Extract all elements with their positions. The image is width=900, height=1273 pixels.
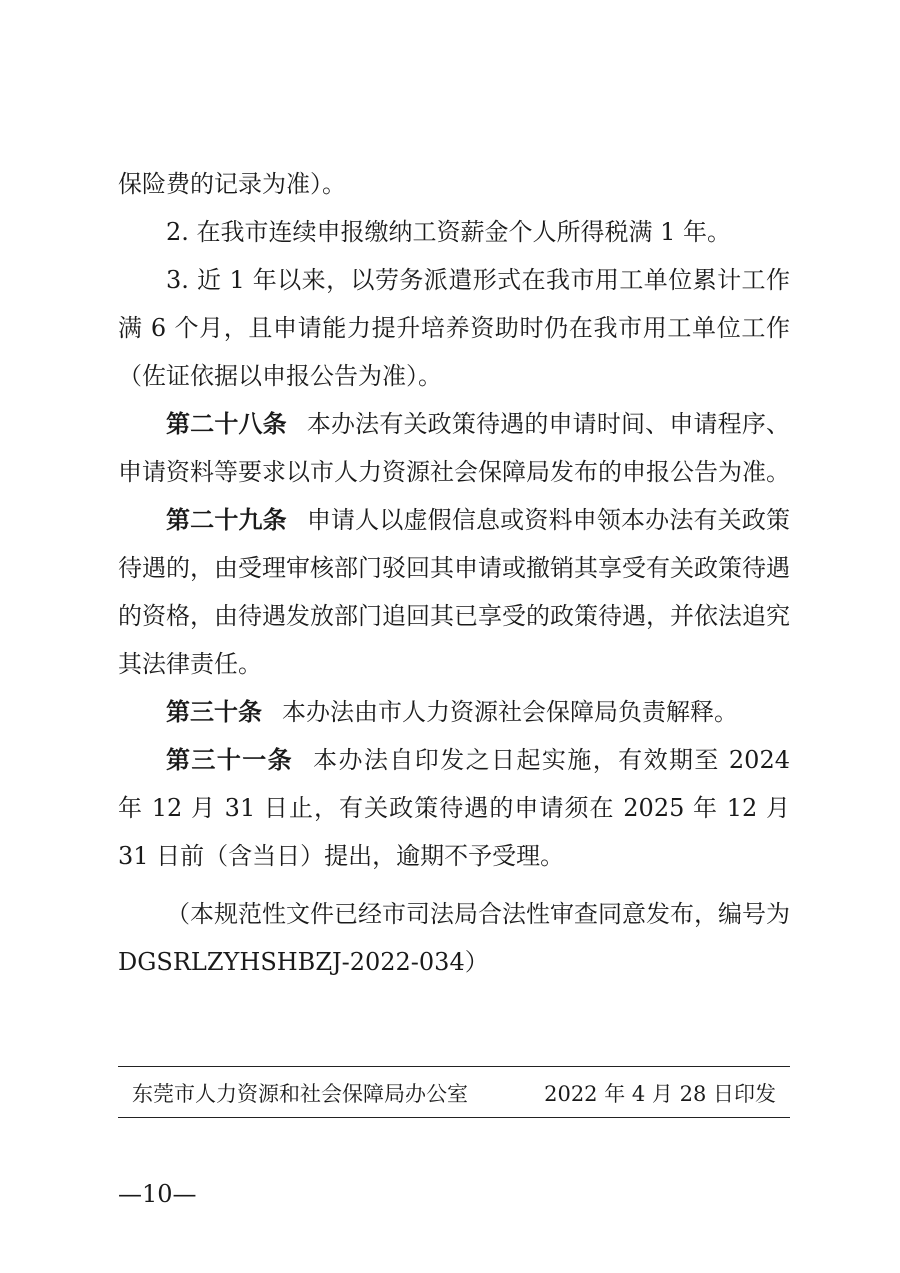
- article-30: [118, 688, 790, 736]
- issuer-name: 东莞市人力资源和社会保障局办公室: [132, 1082, 468, 1106]
- legal-review-note: [118, 890, 790, 986]
- article-30-title: 第三十条: [166, 697, 262, 726]
- article-30-body: 本办法由市人力资源社会保障局负责解释。: [282, 698, 738, 726]
- footer-top-rule: [118, 1066, 790, 1067]
- paragraph-item-2: 2. 在我市连续申报缴纳工资薪金个人所得税满 1 年。: [166, 218, 732, 246]
- footer-bottom-rule: [118, 1117, 790, 1118]
- article-31-body: 本办法自印发之日起实施，有效期至 2024 年 12 月 31 日止，有关政策待遇的申请须在 2025 年 12 月 31 日前（含当日）提出，逾期不予受理。: [118, 746, 790, 870]
- article-28: [118, 400, 790, 496]
- article-31-title: 第三十一条: [166, 745, 294, 774]
- paragraph-continuation: 保险费的记录为准）。: [118, 170, 346, 198]
- paragraph-item-3: 3. 近 1 年以来，以劳务派遣形式在我市用工单位累计工作满 6 个月，且申请能力提升培养资助时仍在我市用工单位工作（佐证依据以申报公告为准）。: [118, 266, 790, 390]
- article-29-title: 第二十九条: [166, 505, 287, 534]
- issue-date: 2022 年 4 月 28 日印发: [544, 1082, 776, 1106]
- document-body: [118, 160, 790, 880]
- article-28-title: 第二十八条: [166, 409, 287, 438]
- article-29: [118, 496, 790, 688]
- issuance-footer: [118, 1078, 790, 1110]
- legal-review-note-text: （本规范性文件已经市司法局合法性审查同意发布，编号为 DGSRLZYHSHBZJ-2022-034）: [118, 900, 790, 976]
- article-31: [118, 736, 790, 880]
- page-number: —10—: [118, 1180, 197, 1208]
- article-29-body: 申请人以虚假信息或资料申领本办法有关政策待遇的，由受理审核部门驳回其申请或撤销其享受有关政策待遇的资格，由待遇发放部门追回其已享受的政策待遇，并依法追究其法律责任。: [118, 506, 791, 678]
- article-28-body: 本办法有关政策待遇的申请时间、申请程序、申请资料等要求以市人力资源社会保障局发布的申报公告为准。: [118, 410, 791, 486]
